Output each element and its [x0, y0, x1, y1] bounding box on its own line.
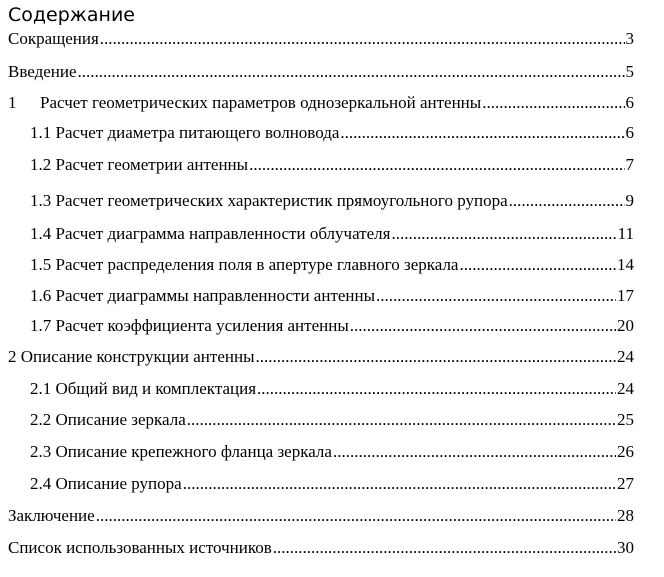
toc-entry-section-1-6[interactable]: [30, 285, 634, 307]
toc-entry-title: Расчет геометрических характеристик прямоугольного рупора: [55, 191, 508, 210]
toc-leader-dots: [183, 473, 616, 495]
toc-entry-label: [8, 346, 255, 368]
toc-entry-section-1-5[interactable]: [30, 254, 634, 276]
toc-entry-section-2-4[interactable]: [30, 473, 634, 495]
toc-entry-section-2[interactable]: [8, 346, 634, 368]
toc-entry-label: [30, 409, 186, 431]
toc-entry-page: 26: [617, 442, 634, 461]
toc-entry-page: 3: [625, 29, 634, 48]
toc-leader-dots: [333, 441, 616, 463]
toc-leader-dots: [350, 315, 616, 337]
toc-leader-dots: [187, 409, 616, 431]
toc-entry-page: 9: [625, 191, 634, 210]
toc-entry-page: 27: [617, 474, 634, 493]
toc-entry-number: 2.1: [30, 379, 52, 398]
toc-entry-section-1-1[interactable]: [30, 122, 634, 144]
toc-entry-section-2-2[interactable]: [30, 409, 634, 431]
toc-entry-title: Расчет диаграмма направленности облучателя: [55, 224, 391, 243]
toc-entry-section-1-2[interactable]: [30, 154, 634, 176]
toc-leader-dots: [340, 122, 624, 144]
toc-entry-title: Расчет диаграммы направленности антенны: [55, 286, 376, 305]
toc-entry-page: 24: [617, 347, 634, 366]
toc-leader-dots: [257, 378, 616, 400]
toc-entry-title: Описание зеркала: [55, 410, 186, 429]
toc-leader-dots: [509, 190, 625, 212]
toc-entry-number: 1.3: [30, 191, 52, 210]
toc-entry-title: Заключение: [8, 506, 95, 525]
toc-entry-number: 1.1: [30, 123, 52, 142]
toc-entry-label: [30, 285, 375, 307]
toc-entry-page: 17: [617, 286, 634, 305]
toc-entry-label: [30, 122, 339, 144]
toc-entry-conclusion[interactable]: [8, 505, 634, 527]
toc-entry-introduction[interactable]: [8, 61, 634, 83]
toc-entry-title: Описание крепежного фланца зеркала: [55, 442, 332, 461]
toc-entry-page: 6: [625, 123, 634, 142]
toc-entry-section-1-4[interactable]: [30, 223, 634, 245]
toc-entry-page: 28: [617, 506, 634, 525]
toc-entry-number: 2: [8, 347, 17, 366]
toc-leader-dots: [96, 505, 616, 527]
toc-entry-number: 1.4: [30, 224, 52, 243]
toc-entry-page: 11: [617, 224, 634, 243]
toc-entry-page: 24: [617, 379, 634, 398]
toc-entry-label: [30, 315, 349, 337]
toc-entry-page: 6: [625, 93, 634, 112]
toc-entry-references[interactable]: [8, 537, 634, 559]
toc-entry-label: [30, 254, 458, 276]
toc-entry-label: [30, 190, 508, 212]
toc-entry-page: 25: [617, 410, 634, 429]
toc-entry-number: 2.3: [30, 442, 52, 461]
toc-entry-label: [30, 154, 248, 176]
toc-leader-dots: [482, 92, 624, 114]
toc-leader-dots: [459, 254, 616, 276]
toc-entry-number: 2.2: [30, 410, 52, 429]
toc-entry-abbreviations[interactable]: [8, 28, 634, 50]
toc-entry-title: Расчет коэффициента усиления антенны: [55, 316, 349, 335]
toc-entry-title: Общий вид и комплектация: [55, 379, 257, 398]
toc-entry-title: Список использованных источников: [8, 538, 272, 557]
toc-leader-dots: [391, 223, 616, 245]
toc-entry-number: 1.5: [30, 255, 52, 274]
toc-entry-section-1[interactable]: [8, 92, 634, 114]
toc-leader-dots: [249, 154, 624, 176]
toc-leader-dots: [78, 61, 625, 83]
toc-entry-page: 14: [617, 255, 634, 274]
toc-entry-number: 2.4: [30, 474, 52, 493]
toc-entry-title: Описание рупора: [55, 474, 182, 493]
toc-entry-section-1-7[interactable]: [30, 315, 634, 337]
toc-entry-number: 1.7: [30, 316, 52, 335]
toc-entry-title: Введение: [8, 62, 77, 81]
toc-entry-page: 7: [625, 155, 634, 174]
toc-leader-dots: [376, 285, 616, 307]
toc-entry-page: 30: [617, 538, 634, 557]
toc-leader-dots: [100, 28, 625, 50]
toc-entry-label: [30, 473, 182, 495]
toc-entry-section-2-1[interactable]: [30, 378, 634, 400]
toc-entry-title: Расчет диаметра питающего волновода: [55, 123, 340, 142]
toc-title: Содержание: [8, 4, 135, 26]
toc-entry-title: Расчет распределения поля в апертуре главного зеркала: [55, 255, 459, 274]
toc-entry-label: [8, 92, 481, 114]
toc-entry-page: 5: [625, 62, 634, 81]
toc-leader-dots: [273, 537, 616, 559]
toc-entry-number: 1.2: [30, 155, 52, 174]
toc-entry-title: Описание конструкции антенны: [20, 347, 255, 366]
toc-entry-title: Сокращения: [8, 29, 99, 48]
toc-entry-number: 1: [8, 93, 17, 112]
toc-entry-section-2-3[interactable]: [30, 441, 634, 463]
toc-entry-section-1-3[interactable]: [30, 190, 634, 212]
toc-entry-page: 20: [617, 316, 634, 335]
toc-entry-label: [30, 441, 332, 463]
toc-entry-number: 1.6: [30, 286, 52, 305]
toc-leader-dots: [256, 346, 617, 368]
toc-entry-title: Расчет геометрических параметров однозеркальной антенны: [40, 93, 482, 112]
toc-entry-label: [30, 223, 390, 245]
toc-entry-label: [30, 378, 256, 400]
toc-entry-title: Расчет геометрии антенны: [55, 155, 249, 174]
